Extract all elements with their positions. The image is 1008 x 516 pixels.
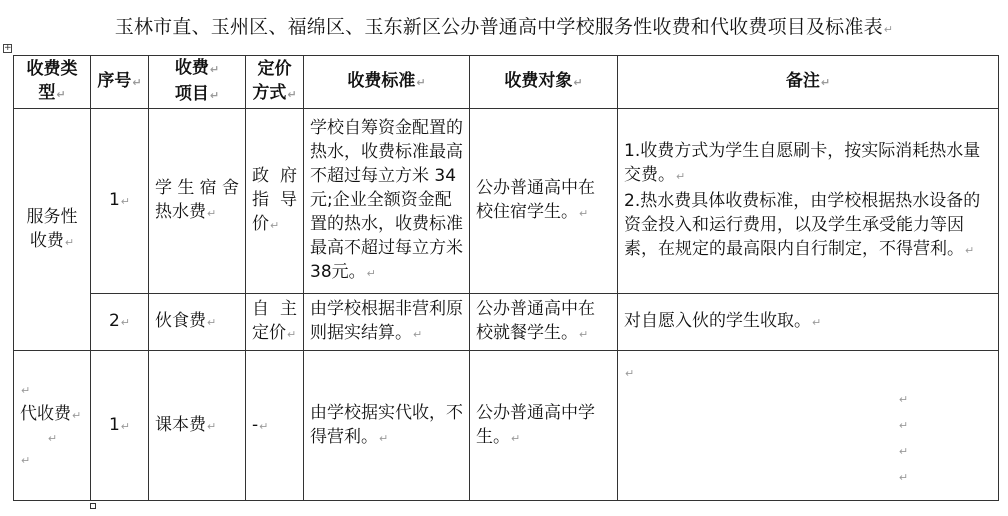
table-row bbox=[14, 294, 999, 351]
fee-notes: 1.收费方式为学生自愿刷卡，按实际消耗热水量交费。↵ 2.热水费具体收费标准，由学校根据热水设备的资金投入和运行费用，以及学生承受能力等因素，在规定的最高限内自行制定，不得营利。↵ bbox=[618, 109, 999, 294]
fee-notes: ↵ ↵ ↵ ↵ ↵ bbox=[618, 351, 999, 501]
fee-standard: 由学校据实代收，不得营利。↵ bbox=[304, 351, 470, 501]
fee-item: 伙食费↵ bbox=[149, 294, 246, 351]
table-row bbox=[14, 109, 999, 294]
fee-standard: 学校自筹资金配置的热水，收费标准最高不超过每立方米 34 元;企业全额资金配置的热水，收费标准最高不超过每立方米 38元。↵ bbox=[304, 109, 470, 294]
table-row bbox=[14, 351, 999, 501]
fee-table bbox=[13, 55, 999, 501]
table-move-handle-icon[interactable]: + bbox=[4, 43, 12, 53]
fee-item: 课本费↵ bbox=[149, 351, 246, 501]
header-fee-type: 收费类 型↵ bbox=[14, 56, 91, 109]
header-fee-standard: 收费标准↵ bbox=[304, 56, 470, 109]
header-pricing-method: 定价 方式↵ bbox=[246, 56, 304, 109]
fee-target: 公办普通高中在校住宿学生。↵ bbox=[470, 109, 618, 294]
row-index: 2↵ bbox=[91, 294, 149, 351]
fee-target: 公办普通高中在校就餐学生。↵ bbox=[470, 294, 618, 351]
pricing-method: 政府指导价↵ bbox=[246, 109, 304, 294]
fee-standard: 由学校根据非营利原则据实结算。↵ bbox=[304, 294, 470, 351]
pricing-method: -↵ bbox=[246, 351, 304, 501]
row-index: 1↵ bbox=[91, 351, 149, 501]
pricing-method: 自主定价↵ bbox=[246, 294, 304, 351]
header-fee-item: 收费↵ 项目↵ bbox=[149, 56, 246, 109]
fee-type-collection: ↵ 代收费↵ ↵ ↵ bbox=[14, 351, 91, 501]
row-index: 1↵ bbox=[91, 109, 149, 294]
table-header-row bbox=[14, 56, 999, 109]
fee-target: 公办普通高中学生。↵ bbox=[470, 351, 618, 501]
fee-type-service: 服务性 收费↵ bbox=[14, 109, 91, 351]
header-notes: 备注↵ bbox=[618, 56, 999, 109]
document-title: 玉林市直、玉州区、福绵区、玉东新区公办普通高中学校服务性收费和代收费项目及标准表↵ bbox=[114, 16, 894, 38]
header-index: 序号↵ bbox=[91, 56, 149, 109]
fee-notes: 对自愿入伙的学生收取。↵ bbox=[618, 294, 999, 351]
table-resize-handle-icon[interactable] bbox=[90, 503, 96, 509]
header-fee-target: 收费对象↵ bbox=[470, 56, 618, 109]
fee-item: 学生宿舍热水费↵ bbox=[149, 109, 246, 294]
